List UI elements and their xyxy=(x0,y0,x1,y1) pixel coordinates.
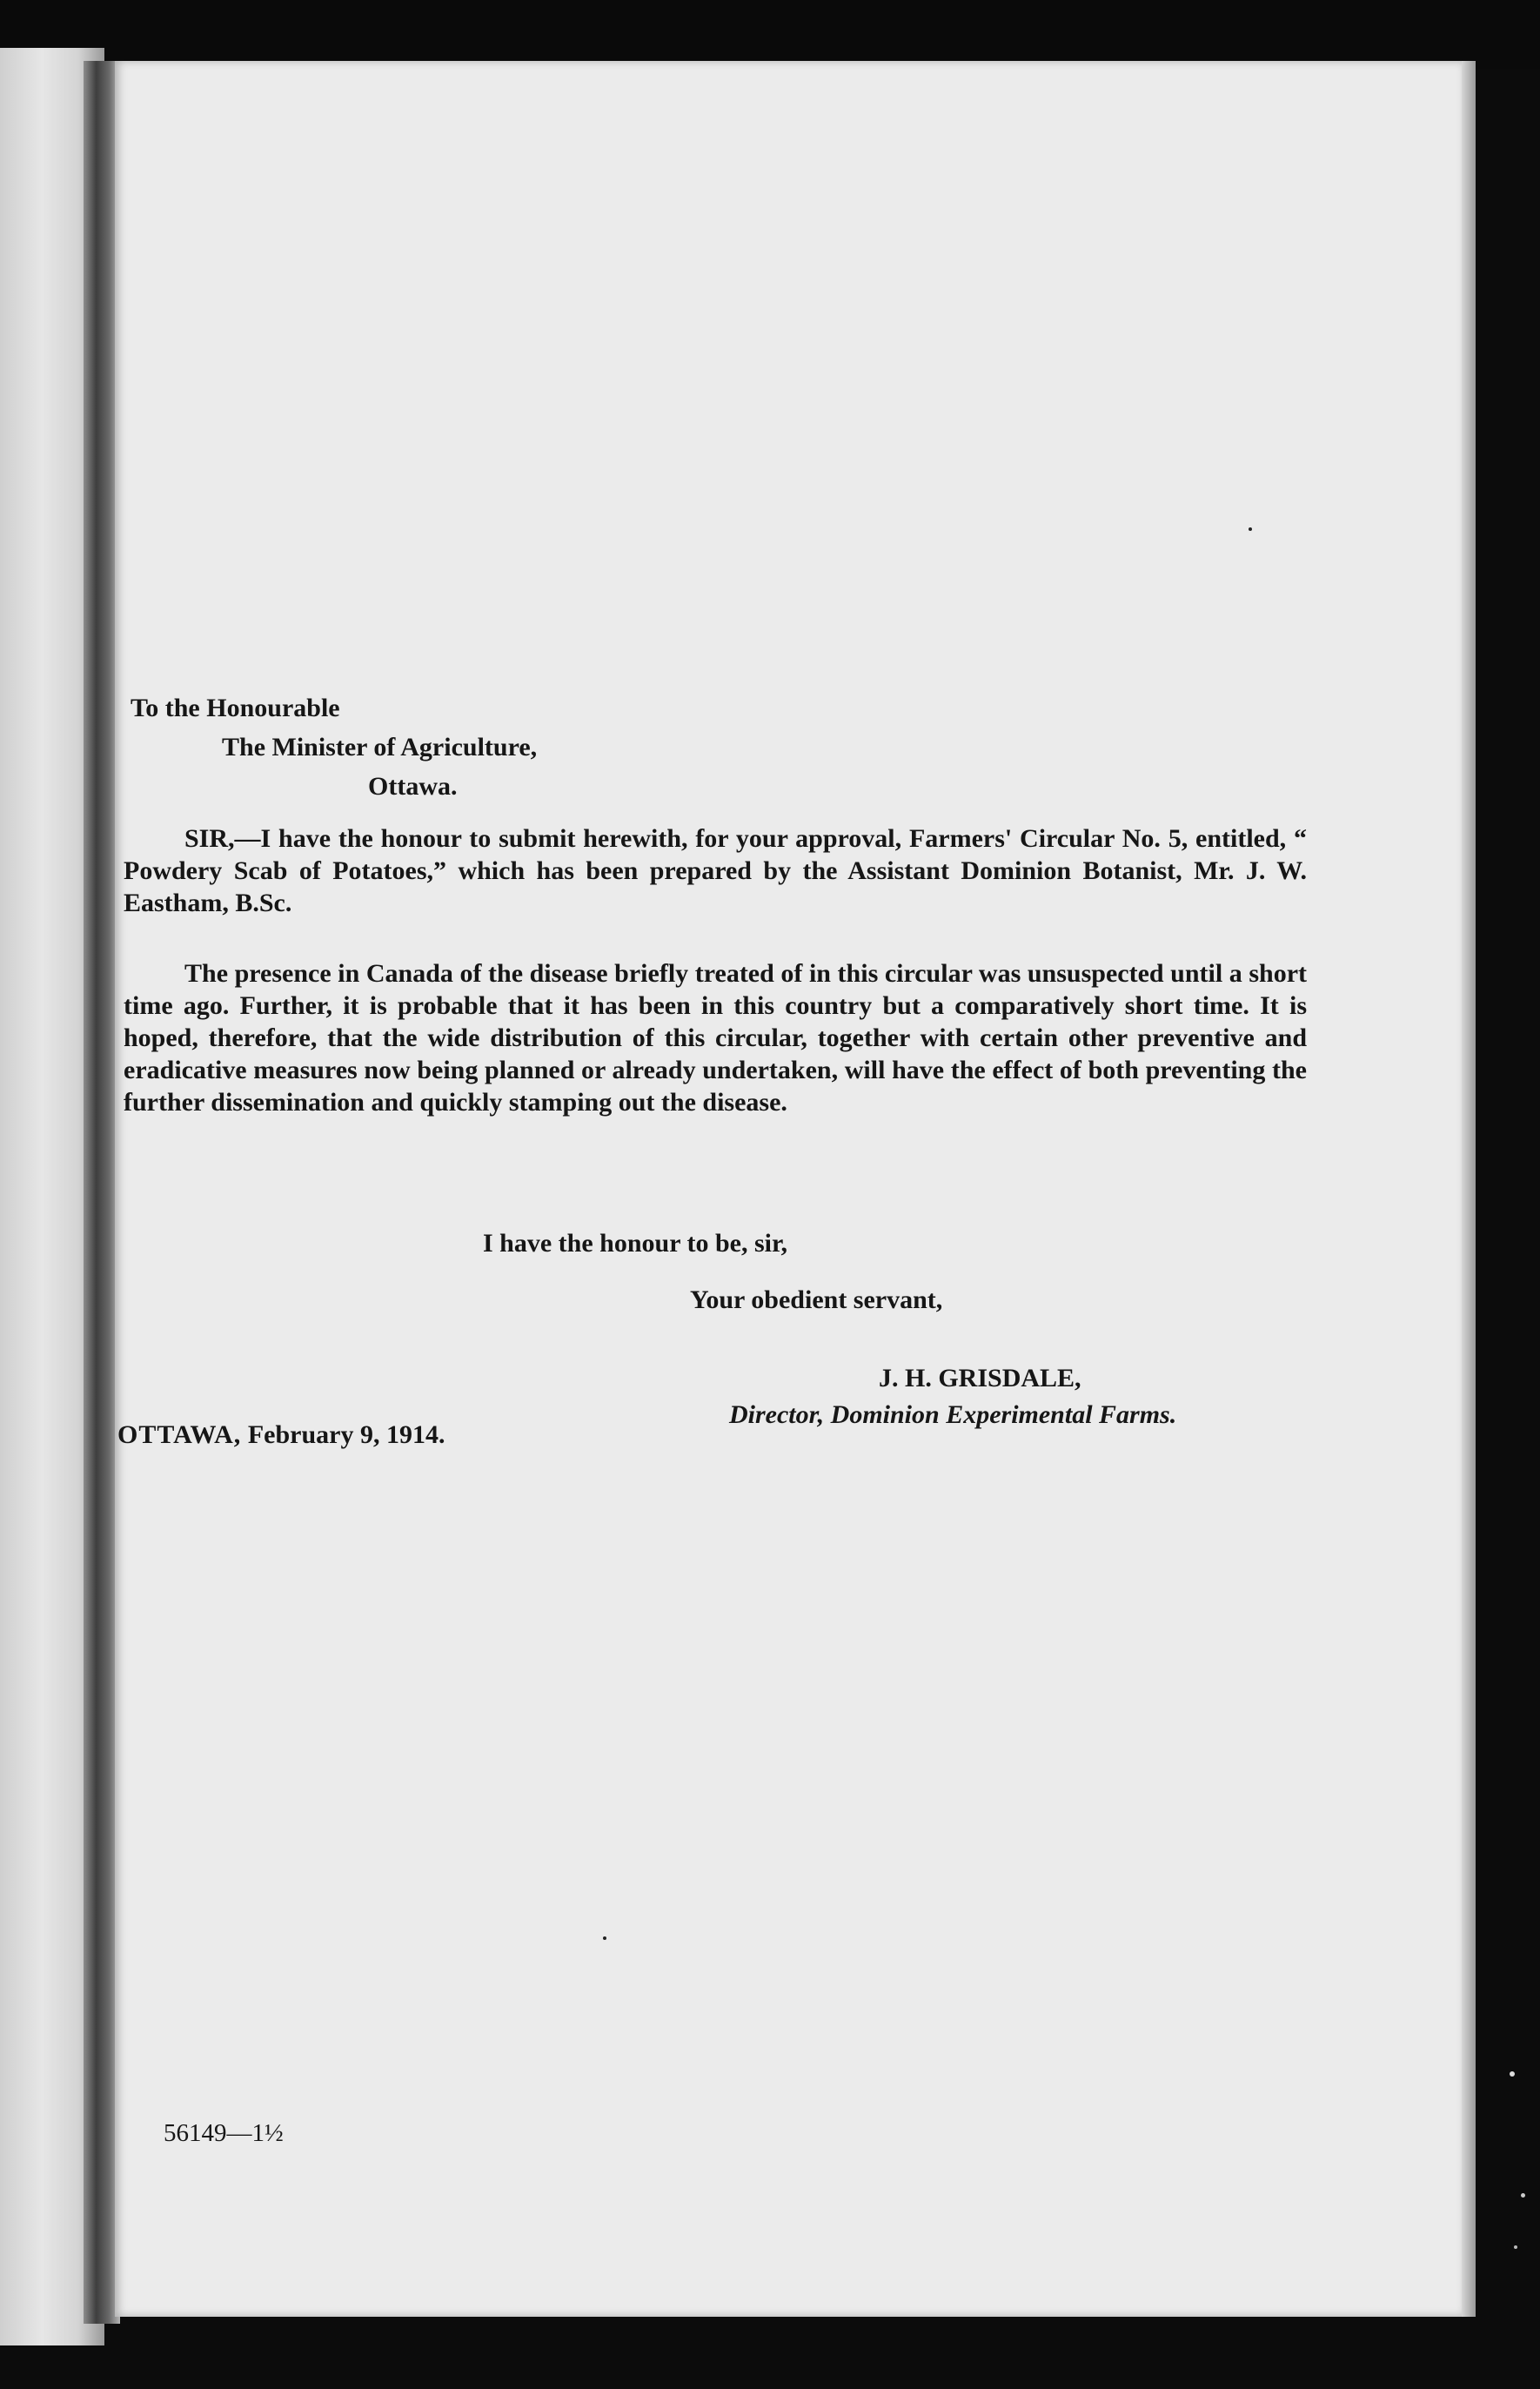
scan-speck xyxy=(1249,527,1252,531)
address-line-salutation: To the Honourable xyxy=(131,694,340,722)
dateline-date: February 9, 1914. xyxy=(247,1420,445,1449)
scan-speck xyxy=(1521,2193,1525,2198)
page-right-edge xyxy=(1462,61,1476,2317)
dateline-place: OTTAWA, xyxy=(117,1420,242,1449)
address-line-recipient: The Minister of Agriculture, xyxy=(222,733,538,762)
footer-code: 56149—1½ xyxy=(164,2119,284,2147)
letter-paragraph-1 xyxy=(124,822,1307,919)
letter-paragraph-2 xyxy=(124,957,1307,1118)
paragraph-1-text: SIR,—I have the honour to submit herewith, for your approval, Farmers' Circular No. 5, entitled, “ Powdery Scab of Potatoes,” which has been prepared by the Assistant Dominion Botanist, Mr. J. W. Eastham, B.Sc. xyxy=(124,824,1307,917)
document-page xyxy=(115,61,1462,2317)
closing-servant-line: Your obedient servant, xyxy=(690,1285,943,1314)
scan-top-border xyxy=(0,0,1540,70)
closing-line: I have the honour to be, sir, xyxy=(483,1229,788,1258)
paragraph-2-text: The presence in Canada of the disease briefly treated of in this circular was unsuspected until a short time ago. Further, it is probable that it has been in this country but a comparatively short time. It is hoped, therefore, that the wide distribution of this circular, together with certain other preventive and eradicative measures now being planned or already undertaken, will have the effect of both preventing the further dissemination and quickly stamping out the disease. xyxy=(124,959,1307,1117)
scan-speck xyxy=(603,1936,606,1940)
scan-speck xyxy=(1514,2245,1517,2249)
signature-title: Director, Dominion Experimental Farms. xyxy=(729,1400,1177,1429)
address-line-city: Ottawa. xyxy=(368,772,458,801)
scan-speck xyxy=(1510,2071,1515,2077)
dateline xyxy=(117,1419,445,1452)
signature-name: J. H. GRISDALE, xyxy=(879,1364,1081,1392)
